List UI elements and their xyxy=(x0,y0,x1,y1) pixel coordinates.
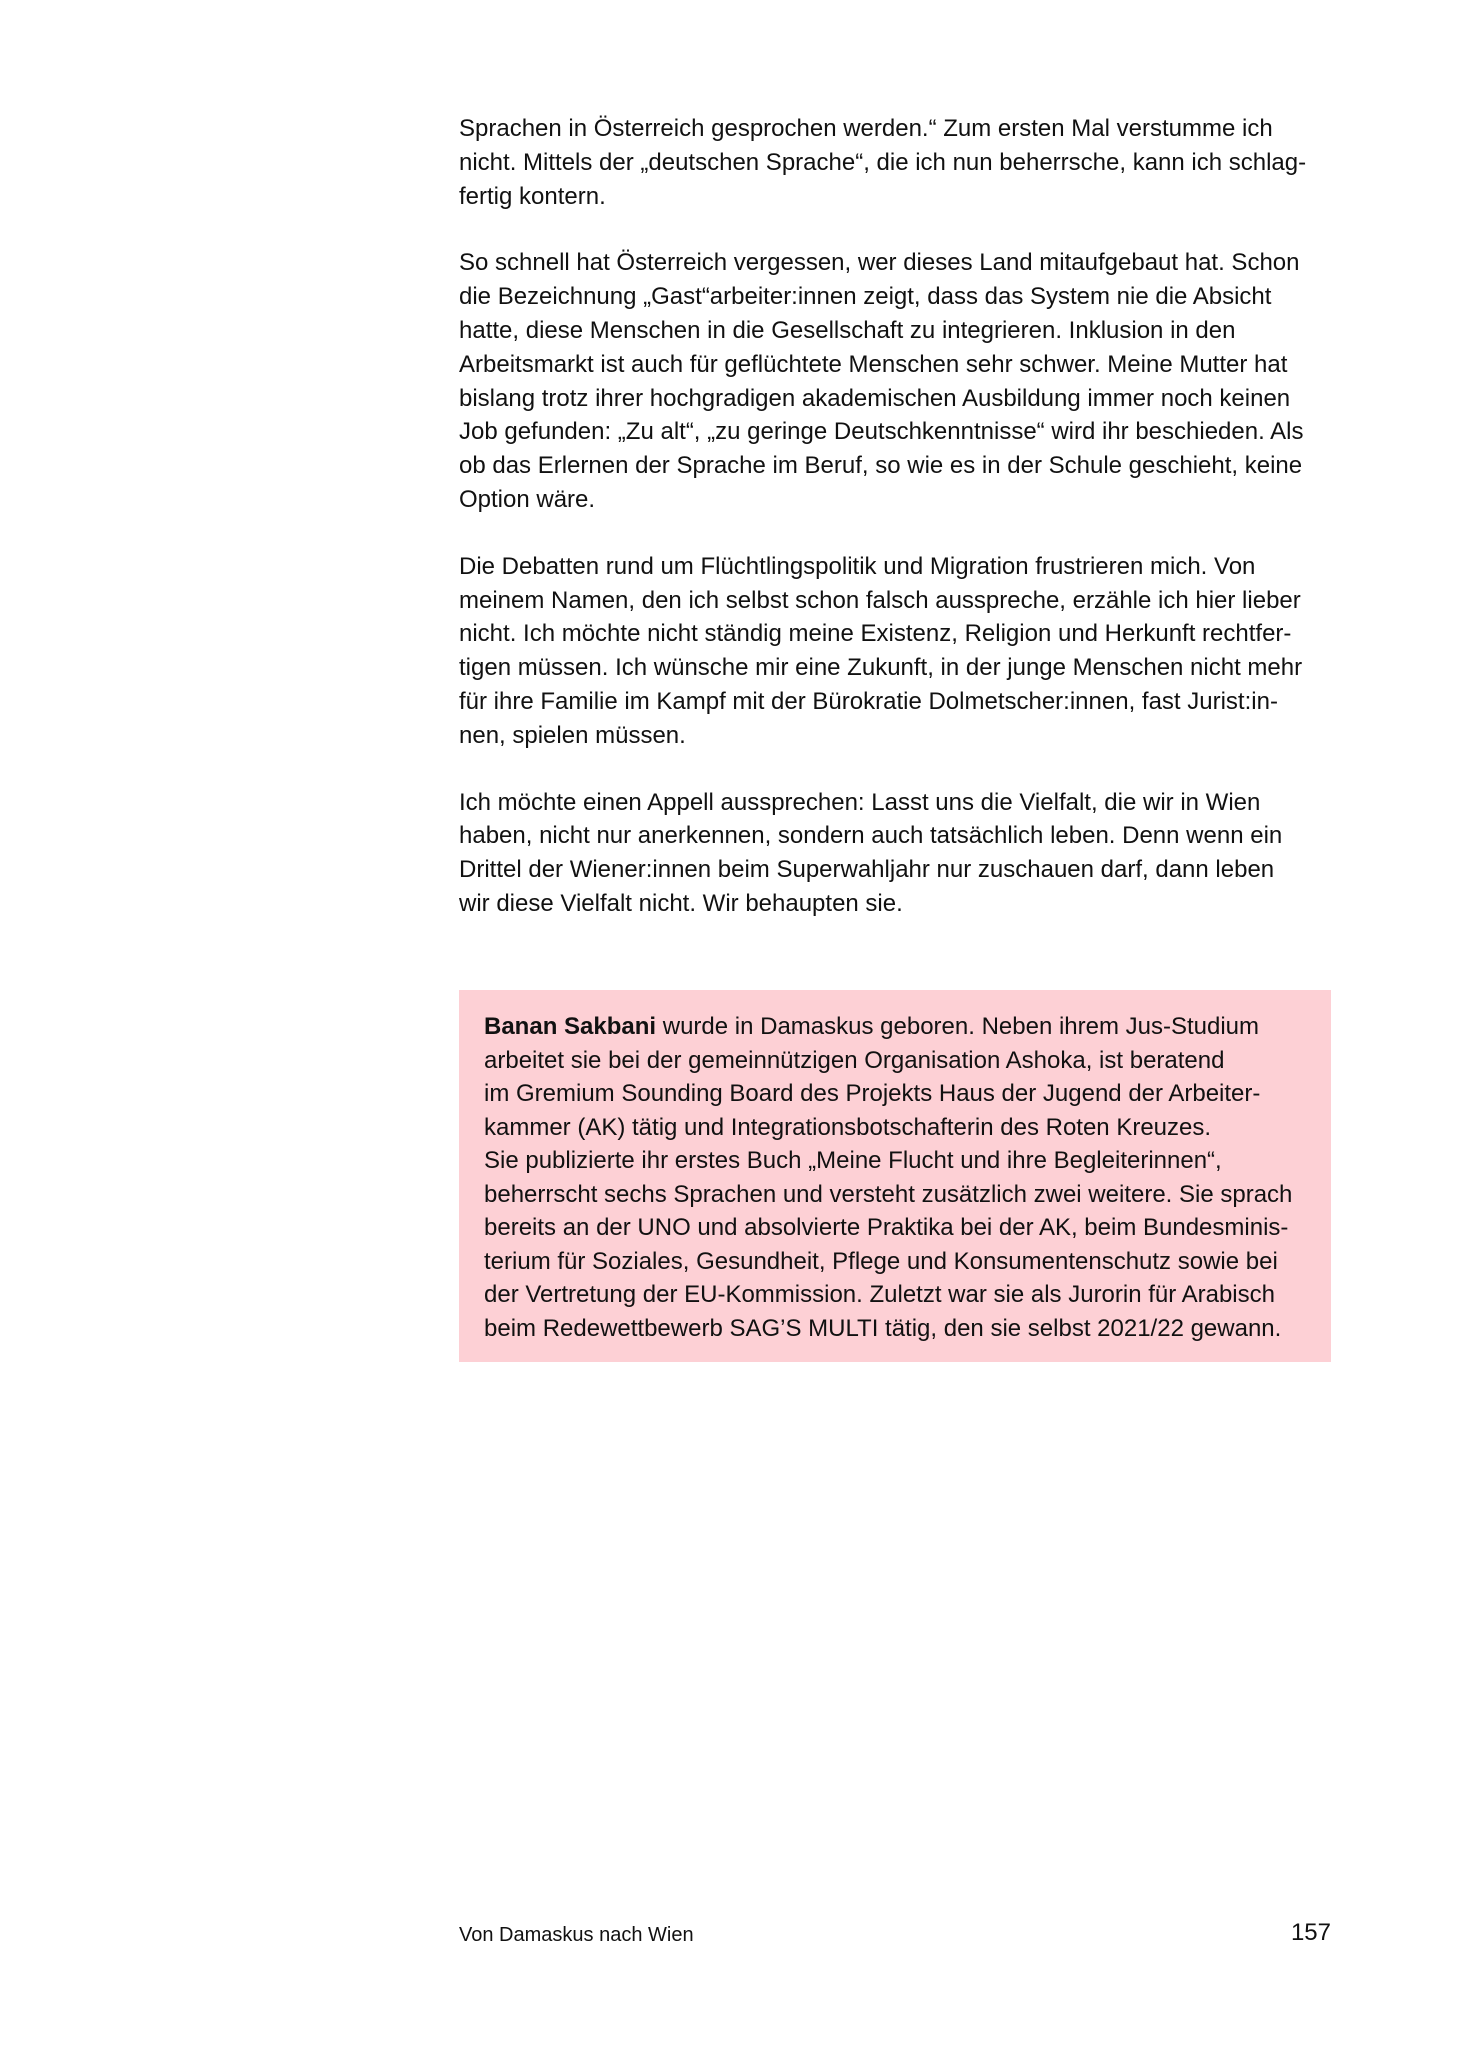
article-paragraph: So schnell hat Österreich vergessen, wer dieses Land mitaufgebaut hat. Schon die Bezeichnung „Gast“arbeiter:innen zeigt, dass das System nie die Absicht hatte, diese Menschen in die Gesellschaft zu integrieren. Inklusion in den Arbeitsmarkt ist auch für geflüchtete Menschen sehr schwer. Meine Mutter hat bislang trotz ihrer hochgradigen akademischen Ausbildung immer noch keinen Job gefunden: „Zu alt“, „zu geringe Deutschkenntnisse“ wird ihr beschieden. Als ob das Erlernen der Sprache im Beruf, so wie es in der Schule geschieht, keine Option wäre. xyxy=(459,249,1304,513)
article-paragraph: Die Debatten rund um Flüchtlingspolitik und Migration frustrieren mich. Von meinem Namen, den ich selbst schon falsch ausspreche, erzähle ich hier lieber nicht. Ich möchte nicht ständig meine Existenz, Religion und Herkunft rechtfer- tigen müssen. Ich wünsche mir eine Zukunft, in der junge Menschen nicht mehr für ihre Familie im Kampf mit der Bürokratie Dolmetscher:innen, fast Jurist:in- nen, spielen müssen. xyxy=(459,552,1303,749)
author-name: Banan Sakbani xyxy=(484,1013,657,1040)
author-bio-text xyxy=(484,1010,1307,1345)
running-footer-title: Von Damaskus nach Wien xyxy=(459,1924,694,1946)
article-body xyxy=(459,112,1331,954)
article-paragraph: Sprachen in Österreich gesprochen werden.“ Zum ersten Mal verstumme ich nicht. Mittels der „deutschen Sprache“, die ich nun beherrsche, kann ich schlag- fertig kontern. xyxy=(459,115,1307,210)
article-paragraph: Ich möchte einen Appell aussprechen: Lasst uns die Vielfalt, die wir in Wien haben, nicht nur anerkennen, sondern auch tatsächlich leben. Denn wenn ein Drittel der Wiener:innen beim Superwahljahr nur zuschauen darf, dann leben wir diese Vielfalt nicht. Wir behaupten sie. xyxy=(459,788,1283,917)
author-bio-box xyxy=(459,990,1331,1362)
page-number: 157 xyxy=(1290,1919,1331,1946)
author-bio-body: wurde in Damaskus geboren. Neben ihrem Jus-Studium arbeitet sie bei der gemeinnützigen Organisation Ashoka, ist beratend im Gremium Sounding Board des Projekts Haus der Jugend der Arbeiter- kammer (AK) tätig und Integrationsbotschafterin des Roten Kreuzes. Sie publizierte ihr erstes Buch „Meine Flucht und ihre Begleiterinnen“, beherrscht sechs Sprachen und versteht zusätzlich zwei weitere. Sie sprach bereits an der UNO und absolvierte Praktika bei der AK, beim Bundesminis- terium für Soziales, Gesundheit, Pflege und Konsumentenschutz sowie bei der Vertretung der EU-Kommission. Zuletzt war sie als Jurorin für Arabisch beim Redewettbewerb SAG’S MULTI tätig, den sie selbst 2021/22 gewann. xyxy=(484,1013,1293,1342)
